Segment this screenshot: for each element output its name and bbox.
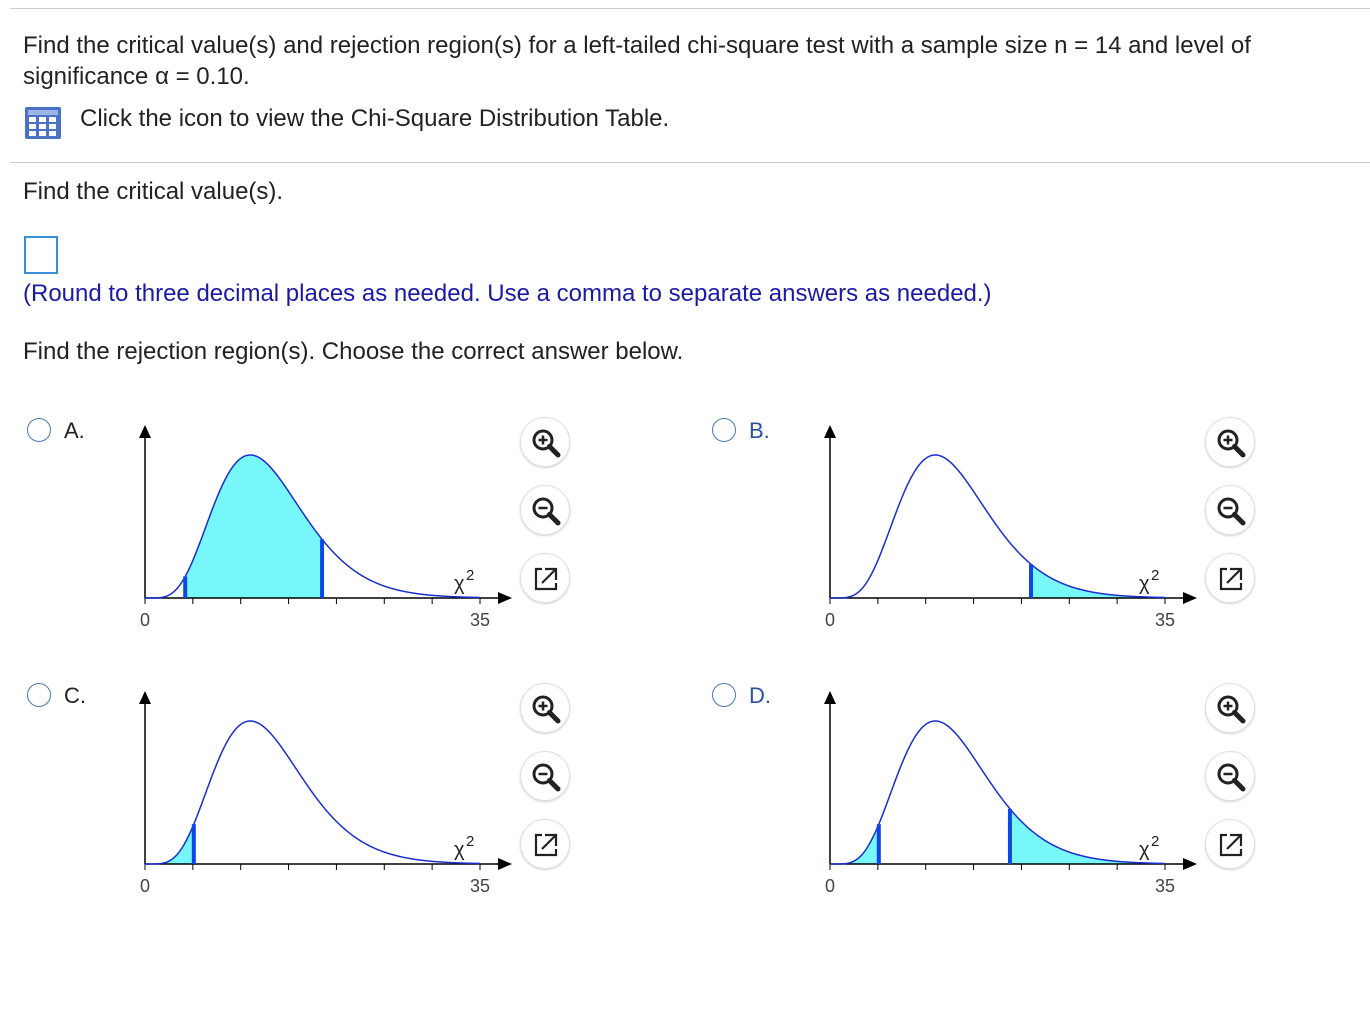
option-b-zoom-in[interactable] bbox=[1205, 417, 1255, 467]
option-b-zoom-out[interactable] bbox=[1205, 485, 1255, 535]
option-b-label[interactable]: B. bbox=[749, 418, 770, 443]
zoom-out-icon bbox=[534, 499, 558, 523]
x-axis-arrow bbox=[498, 592, 512, 604]
x-max-label: 35 bbox=[1154, 610, 1176, 630]
option-d-zoom-out[interactable] bbox=[1205, 751, 1255, 801]
option-c-zoom-in[interactable] bbox=[520, 683, 570, 733]
y-axis-arrow bbox=[824, 691, 836, 704]
option-d-radio[interactable] bbox=[712, 683, 736, 707]
option-a-radio[interactable] bbox=[27, 418, 51, 442]
y-axis-arrow bbox=[824, 425, 836, 438]
option-b-radio[interactable] bbox=[712, 418, 736, 442]
rounding-instruction: (Round to three decimal places as needed. Use a comma to separate answers as needed.) bbox=[23, 280, 992, 307]
option-c-graph bbox=[120, 686, 500, 916]
option-a-popout[interactable] bbox=[520, 553, 570, 603]
x-axis-arrow bbox=[1183, 858, 1197, 870]
x-variable-exponent: 2 bbox=[1151, 567, 1160, 584]
zoom-out-icon bbox=[1219, 765, 1243, 789]
x-axis-arrow bbox=[498, 858, 512, 870]
section-divider bbox=[10, 162, 1370, 163]
top-divider bbox=[10, 8, 1370, 9]
x-variable-label: χ bbox=[1139, 839, 1150, 861]
table-grid-icon[interactable] bbox=[24, 106, 62, 140]
option-a-label[interactable]: A. bbox=[64, 418, 85, 443]
option-c-label[interactable]: C. bbox=[64, 683, 86, 708]
zoom-out-icon bbox=[1219, 499, 1243, 523]
x-max-label: 35 bbox=[469, 876, 491, 896]
option-d-zoom-in[interactable] bbox=[1205, 683, 1255, 733]
option-c-zoom-out[interactable] bbox=[520, 751, 570, 801]
option-c-radio[interactable] bbox=[27, 683, 51, 707]
option-b-popout[interactable] bbox=[1205, 553, 1255, 603]
zoom-in-icon bbox=[534, 697, 558, 721]
x-axis-arrow bbox=[1183, 592, 1197, 604]
rejection-region-prompt: Find the rejection region(s). Choose the correct answer below. bbox=[23, 338, 684, 365]
x-max-label: 35 bbox=[1154, 876, 1176, 896]
x-min-label: 0 bbox=[139, 876, 151, 896]
popout-icon bbox=[536, 835, 556, 855]
x-min-label: 0 bbox=[139, 610, 151, 630]
zoom-in-icon bbox=[1219, 431, 1243, 455]
y-axis-arrow bbox=[139, 691, 151, 704]
x-variable-label: χ bbox=[1139, 573, 1150, 595]
rejection-region-fill bbox=[145, 824, 194, 864]
option-a-zoom-in[interactable] bbox=[520, 417, 570, 467]
question-line-1: Find the critical value(s) and rejection region(s) for a left-tailed chi-square test with a sample size n = 14 and level of bbox=[23, 32, 1251, 59]
popout-icon bbox=[536, 569, 556, 589]
option-b-graph bbox=[805, 420, 1185, 650]
x-min-label: 0 bbox=[824, 610, 836, 630]
option-d-popout[interactable] bbox=[1205, 819, 1255, 869]
option-a-zoom-out[interactable] bbox=[520, 485, 570, 535]
x-variable-exponent: 2 bbox=[466, 567, 475, 584]
chi-square-table-link[interactable]: Click the icon to view the Chi-Square Distribution Table. bbox=[80, 105, 670, 132]
zoom-in-icon bbox=[1219, 697, 1243, 721]
critical-value-input[interactable] bbox=[24, 236, 58, 274]
popout-icon bbox=[1221, 569, 1241, 589]
question-line-2: significance α = 0.10. bbox=[23, 63, 250, 90]
x-variable-label: χ bbox=[454, 839, 465, 861]
density-curve bbox=[830, 455, 1165, 598]
rejection-region-fill bbox=[830, 824, 879, 864]
option-a-graph bbox=[120, 420, 500, 650]
critical-value-prompt: Find the critical value(s). bbox=[23, 178, 284, 205]
x-variable-label: χ bbox=[454, 573, 465, 595]
option-d-graph bbox=[805, 686, 1185, 916]
zoom-out-icon bbox=[534, 765, 558, 789]
x-min-label: 0 bbox=[824, 876, 836, 896]
popout-icon bbox=[1221, 835, 1241, 855]
zoom-in-icon bbox=[534, 431, 558, 455]
option-d-label[interactable]: D. bbox=[749, 683, 771, 708]
x-variable-exponent: 2 bbox=[1151, 833, 1160, 850]
option-c-popout[interactable] bbox=[520, 819, 570, 869]
x-variable-exponent: 2 bbox=[466, 833, 475, 850]
x-max-label: 35 bbox=[469, 610, 491, 630]
y-axis-arrow bbox=[139, 425, 151, 438]
